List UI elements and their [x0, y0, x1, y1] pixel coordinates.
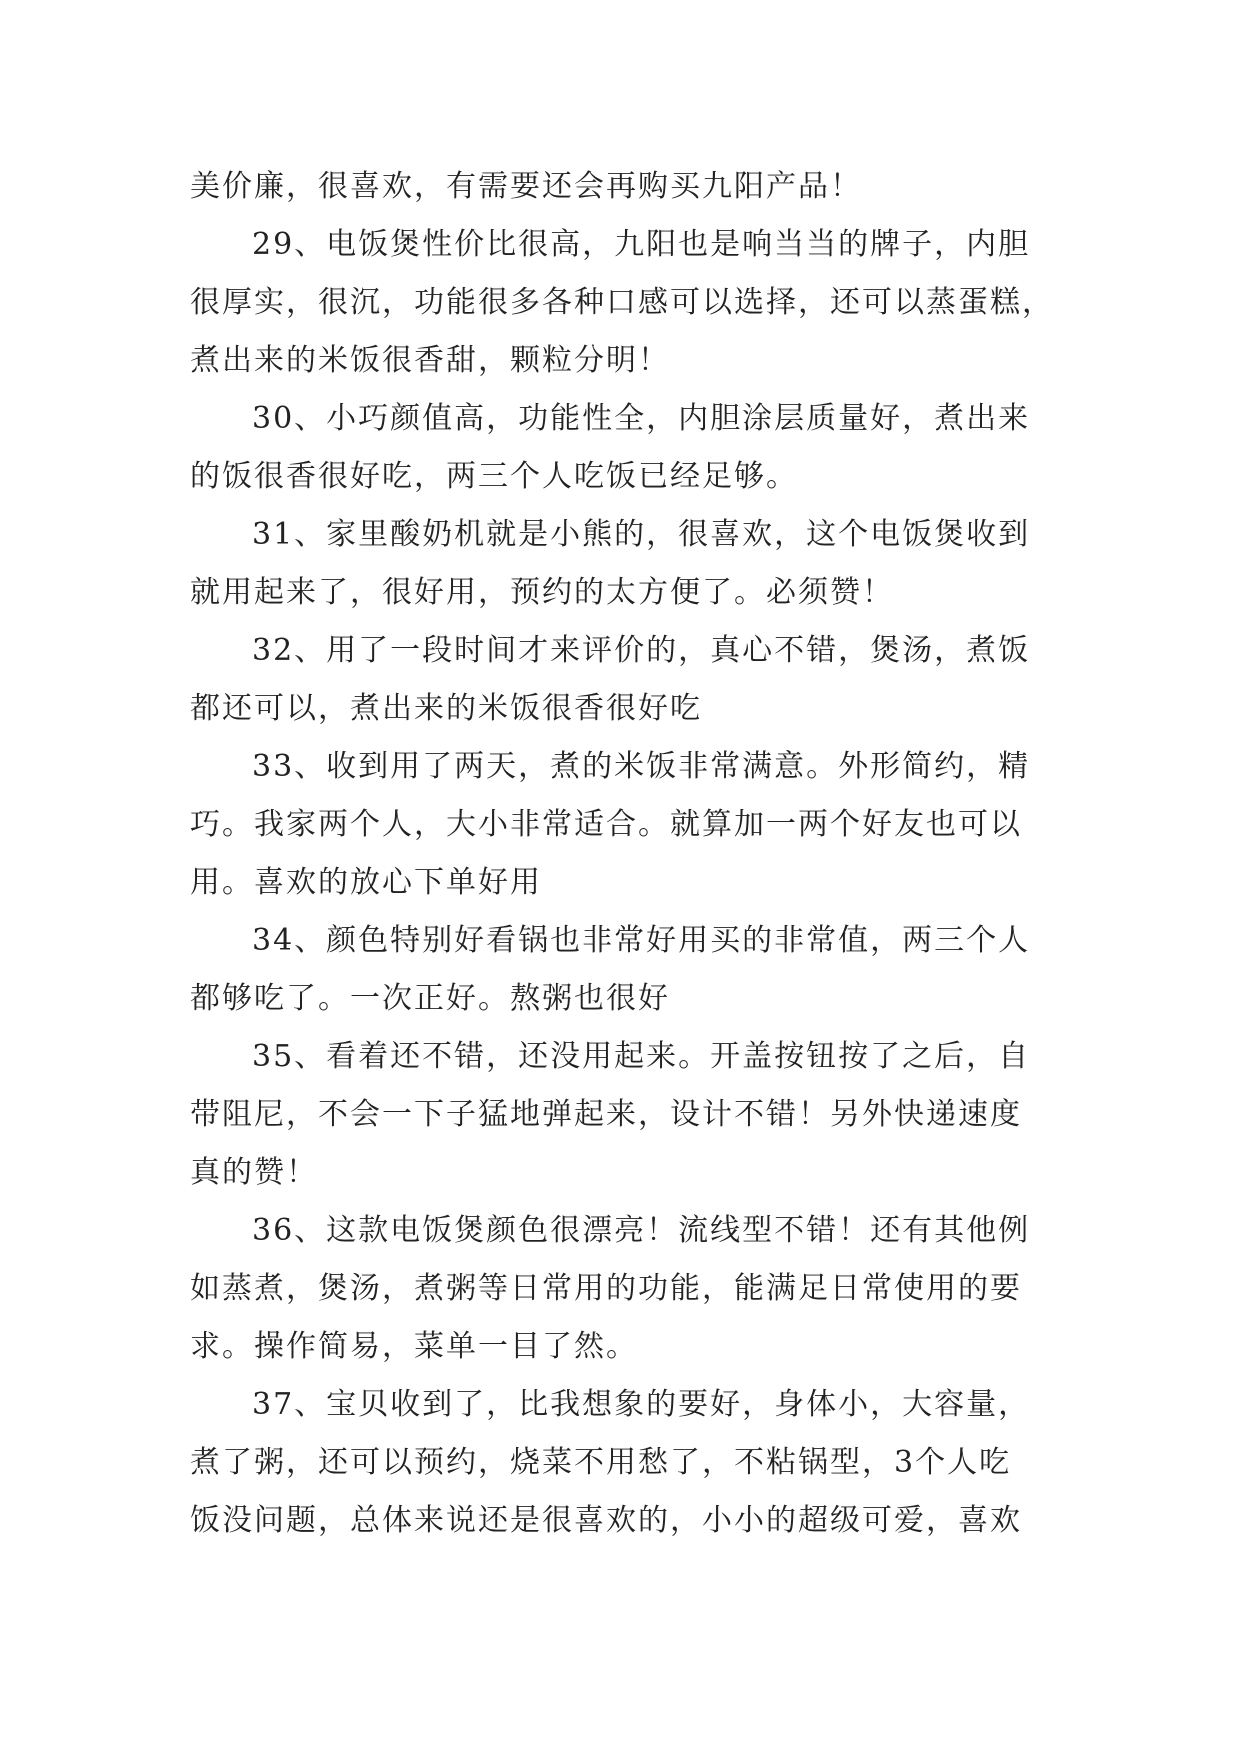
- paragraph-continuation: 美价廉，很喜欢，有需要还会再购买九阳产品！: [190, 169, 862, 204]
- review-35: 35、看着还不错，还没用起来。开盖按钮按了之后，自 带阻尼，不会一下子猛地弹起来，设计不错！另外快递速度 真的赞！: [190, 1039, 1031, 1190]
- document-body: [190, 158, 1060, 1550]
- review-36: 36、这款电饭煲颜色很漂亮！流线型不错！还有其他例 如蒸煮，煲汤，煮粥等日常用的功能，能满足日常使用的要 求。操作简易，菜单一目了然。: [190, 1213, 1031, 1364]
- review-34: 34、颜色特别好看锅也非常好用买的非常值，两三个人 都够吃了。一次正好。熬粥也很好: [190, 923, 1031, 1016]
- review-30: 30、小巧颜值高，功能性全，内胆涂层质量好，煮出来 的饭很香很好吃，两三个人吃饭已经足够。: [190, 401, 1031, 494]
- review-33: 33、收到用了两天，煮的米饭非常满意。外形简约，精 巧。我家两个人，大小非常适合。就算加一两个好友也可以 用。喜欢的放心下单好用: [190, 749, 1031, 900]
- review-31: 31、家里酸奶机就是小熊的，很喜欢，这个电饭煲收到 就用起来了，很好用，预约的太方便了。必须赞！: [190, 517, 1031, 610]
- review-32: 32、用了一段时间才来评价的，真心不错，煲汤，煮饭 都还可以，煮出来的米饭很香很好吃: [190, 633, 1031, 726]
- review-29: 29、电饭煲性价比很高，九阳也是响当当的牌子，内胆 很厚实，很沉，功能很多各种口感可以选择，还可以蒸蛋糕， 煮出来的米饭很香甜，颗粒分明！: [190, 227, 1054, 378]
- review-37: 37、宝贝收到了，比我想象的要好，身体小，大容量， 煮了粥，还可以预约，烧菜不用愁了，不粘锅型，3个人吃 饭没问题，总体来说还是很喜欢的，小小的超级可爱，喜欢: [190, 1387, 1031, 1538]
